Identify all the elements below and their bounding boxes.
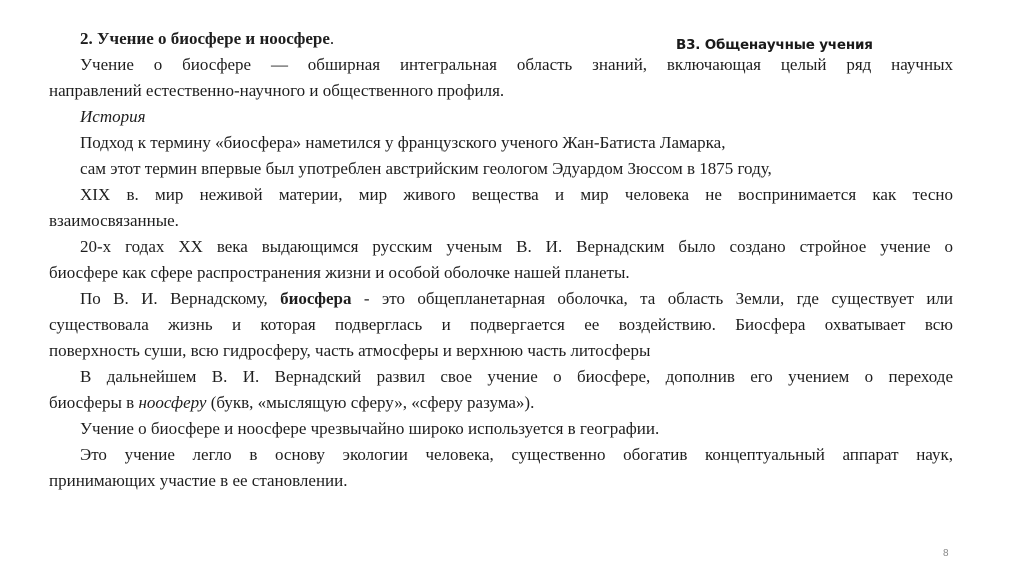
term-biosphere: биосфера [280,289,352,308]
text-segment: биосферы в [49,393,139,412]
section-title [49,26,953,52]
text-segment: (букв, «мыслящую сферу», «сферу разума»). [206,393,535,412]
section-title-text: 2. Учение о биосфере и ноосфере [80,29,330,48]
document-body [49,26,953,494]
text-segment: По В. И. Вернадскому, [80,289,281,308]
paragraph-line: сам этот термин впервые был употреблен австрийским геологом Эдуардом Зюссом в 1875 году, [80,159,772,178]
paragraph-line: Подход к термину «биосфера» наметился у французского ученого Жан-Батиста Ламарка, [80,133,726,152]
page-number: 8 [943,548,949,559]
subheading-history: История [80,107,146,126]
paragraph-line: принимающих участие в ее становлении. [49,471,348,490]
paragraph-line: биосфере как сфере распространения жизни и особой оболочке нашей планеты. [49,263,630,282]
paragraph-line: взаимосвязанные. [49,211,179,230]
paragraph-line: направлений естественно-научного и общественного профиля. [49,81,505,100]
paragraph-line: В дальнейшем В. И. Вернадский развил свое учение о биосфере, дополнив его учением о переходе [80,367,953,386]
paragraph-line: поверхность суши, всю гидросферу, часть атмосферы и верхнюю часть литосферы [49,341,651,360]
paragraph-line: Учение о биосфере и ноосфере чрезвычайно широко используется в географии. [80,419,660,438]
text-segment: - это общепланетарная оболочка, та область Земли, где существует или [351,289,954,308]
paragraph-line [49,390,953,416]
paragraph-line [49,286,953,312]
slide-header: В3. Общенаучные учения [676,37,873,53]
paragraph-line: Это учение легло в основу экологии человека, существенно обогатив концептуальный аппарат наук, [80,445,953,464]
paragraph-line: существовала жизнь и которая подверглась и подвергается ее воздействию. Биосфера охватывает всю [49,315,953,334]
title-dot: . [329,29,335,48]
paragraph-line: Учение о биосфере — обширная интегральная область знаний, включающая целый ряд научных [80,55,953,74]
term-noosphere: ноосферу [138,393,207,412]
paragraph-line: 20-х годах XX века выдающимся русским ученым В. И. Вернадским было создано стройное учение о [80,237,953,256]
paragraph-line: XIX в. мир неживой материи, мир живого вещества и мир человека не воспринимается как тесно [80,185,953,204]
